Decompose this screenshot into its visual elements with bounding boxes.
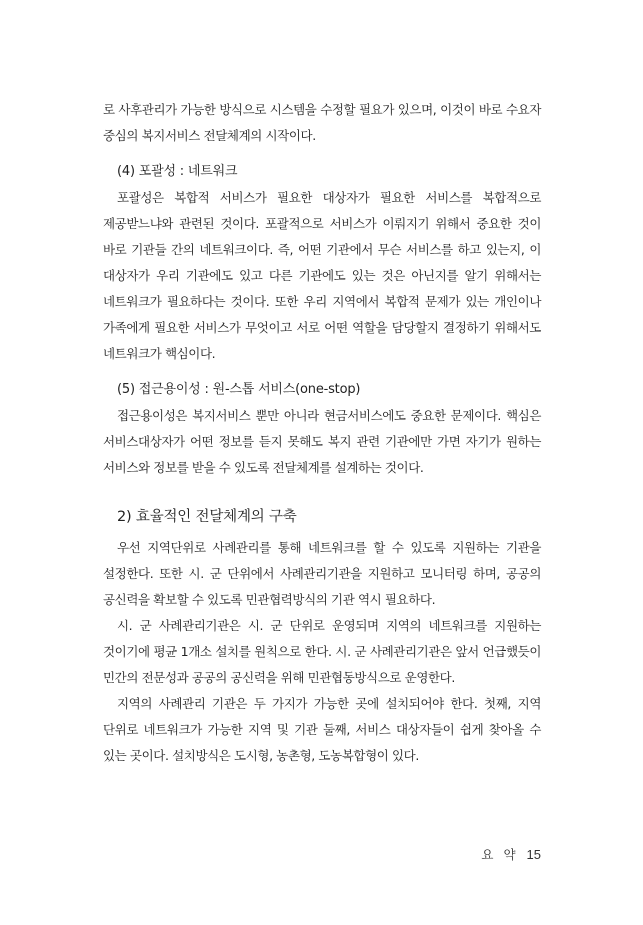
section-5-body: 접근용이성은 복지서비스 뿐만 아니라 현금서비스에도 중요한 문제이다. 핵심은 서비스대상자가 어떤 정보를 듣지 못해도 복지 관련 기관에만 가면 자기가 원하는 서비스와 정보를 받을 수 있도록 전달체계를 설계하는 것이다. [103, 408, 541, 475]
section-4-heading: (4) 포괄성 : 네트워크 [117, 164, 238, 179]
section-2-paragraph-1: 우선 지역단위로 사례관리를 통해 네트워크를 할 수 있도록 지원하는 기관을 설정한다. 또한 시. 군 단위에서 사례관리기관을 지원하고 모니터링 하며, 공공의 공신력을 확보할 수 있도록 민관협력방식의 기관 역시 필요하다. [103, 540, 541, 607]
footer-section-label: 요 약 [481, 847, 519, 862]
section-5-heading: (5) 접근용이성 : 원-스톱 서비스(one-stop) [117, 382, 361, 397]
page-number: 15 [526, 847, 541, 862]
section-4-body: 포괄성은 복합적 서비스가 필요한 대상자가 필요한 서비스를 복합적으로 제공받느냐와 관련된 것이다. 포괄적으로 서비스가 이뤄지기 위해서 중요한 것이 바로 기관들 간의 네트워크이다. 즉, 어떤 기관에서 무슨 서비스를 하고 있는지, 이 대상자가 우리 기관에도 있고 다른 기관에도 있는 것은 아닌지를 알기 위해서는 네트워크가 필요하다는 것이다. 또한 우리 지역에서 복합적 문제가 있는 개인이나 가족에게 필요한 서비스가 무엇이고 서로 어떤 역할을 담당할지 결정하기 위해서도 네트워크가 핵심이다. [103, 190, 541, 361]
section-2-heading: 2) 효율적인 전달체계의 구축 [117, 509, 297, 525]
section-2-paragraph-3: 지역의 사례관리 기관은 두 가지가 가능한 곳에 설치되어야 한다. 첫째, 지역 단위로 네트워크가 가능한 지역 및 기관 둘째, 서비스 대상자들이 쉽게 찾아올 수 있는 곳이다. 설치방식은 도시형, 농촌형, 도농복합형이 있다. [103, 696, 541, 763]
intro-paragraph: 로 사후관리가 가능한 방식으로 시스템을 수정할 필요가 있으며, 이것이 바로 수요자 중심의 복지서비스 전달체계의 시작이다. [103, 102, 541, 143]
page-footer [440, 845, 541, 863]
section-2-paragraph-2: 시. 군 사례관리기관은 시. 군 단위로 운영되며 지역의 네트워크를 지원하는 것이기에 평균 1개소 설치를 원칙으로 한다. 시. 군 사례관리기관은 앞서 언급했듯이 민간의 전문성과 공공의 공신력을 위해 민관협동방식으로 운영한다. [103, 618, 541, 685]
page-content [103, 97, 541, 769]
